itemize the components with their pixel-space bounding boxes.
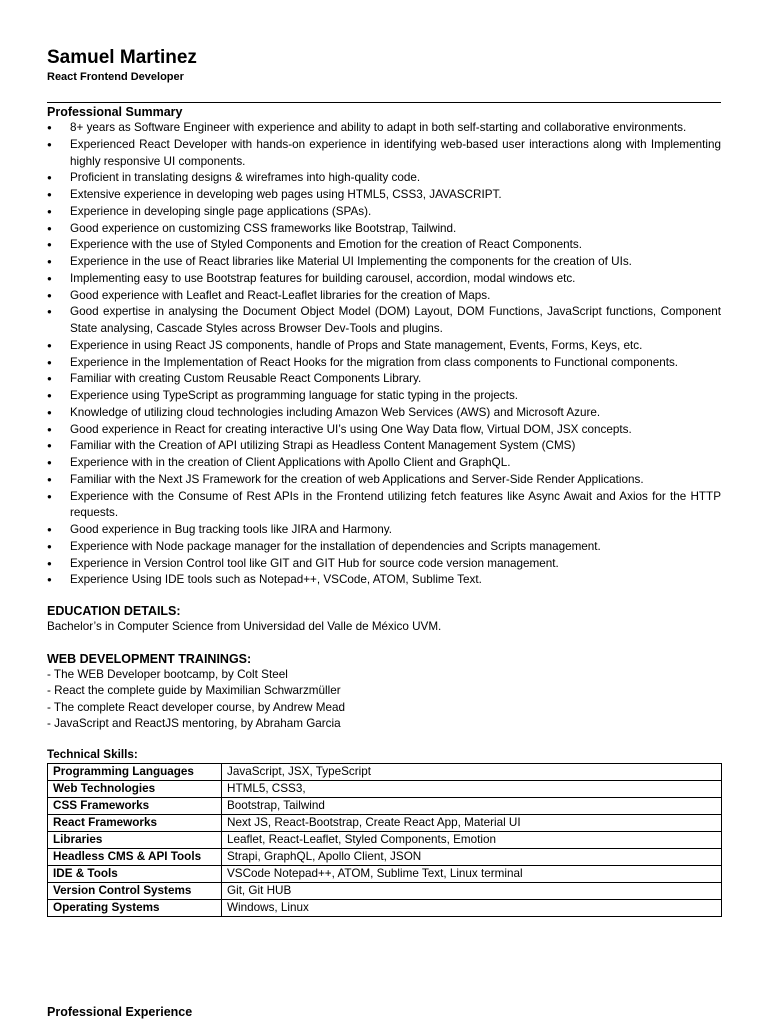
summary-item: ● Extensive experience in developing web pages using HTML5, CSS3, JAVASCRIPT. [47, 187, 721, 204]
skill-values: HTML5, CSS3, [222, 780, 722, 797]
summary-item: ● Experience in using React JS components, handle of Props and State management, Events, Forms, Keys, etc. [47, 338, 721, 355]
skill-values: Leaflet, React-Leaflet, Styled Components, Emotion [222, 831, 722, 848]
summary-item: ● Good experience on customizing CSS frameworks like Bootstrap, Tailwind. [47, 221, 721, 238]
summary-item: ● Familiar with creating Custom Reusable React Components Library. [47, 371, 721, 388]
skill-category: Headless CMS & API Tools [48, 848, 222, 865]
training-item: - JavaScript and ReactJS mentoring, by Abraham Garcia [47, 717, 341, 730]
skill-category: Programming Languages [48, 763, 222, 780]
training-item: - The WEB Developer bootcamp, by Colt Steel [47, 667, 288, 681]
skill-values: JavaScript, JSX, TypeScript [222, 763, 722, 780]
training-item: - The complete React developer course, by Andrew Mead [47, 700, 345, 714]
skill-category: Operating Systems [48, 899, 222, 916]
summary-list [47, 120, 721, 589]
skill-values: Bootstrap, Tailwind [222, 797, 722, 814]
summary-item: ● Experience with the Consume of Rest APIs in the Frontend utilizing fetch features like Async Await and Axios for the HTTP requests. [47, 489, 721, 523]
skill-category: IDE & Tools [48, 865, 222, 882]
skill-category: CSS Frameworks [48, 797, 222, 814]
resume-page [47, 46, 721, 917]
skill-values: VSCode Notepad++, ATOM, Sublime Text, Linux terminal [222, 865, 722, 882]
skill-values: Git, Git HUB [222, 882, 722, 899]
summary-item: ● Implementing easy to use Bootstrap features for building carousel, accordion, modal windows etc. [47, 271, 721, 288]
summary-item: ● Experience with in the creation of Client Applications with Apollo Client and GraphQL. [47, 455, 721, 472]
skills-heading: Technical Skills: [47, 747, 138, 761]
summary-item: ● Experience in the use of React libraries like Material UI Implementing the components for the creation of UIs. [47, 254, 721, 271]
table-row [48, 763, 722, 780]
trainings-list [47, 667, 721, 733]
summary-item: ● Experience with the use of Styled Components and Emotion for the creation of React Components. [47, 237, 721, 254]
summary-item: ● Proficient in translating designs & wireframes into high-quality code. [47, 170, 721, 187]
education-section [47, 603, 721, 636]
skill-values: Windows, Linux [222, 899, 722, 916]
skills-table [47, 763, 722, 917]
summary-item: ● Good expertise in analysing the Document Object Model (DOM) Layout, DOM Functions, JavaScript functions, Component State analysing, Cascade Styles across Browser Dev-Tools and plugins. [47, 304, 721, 338]
summary-item: ● 8+ years as Software Engineer with experience and ability to adapt in both self-starting and collaborative environments. [47, 120, 721, 137]
table-row [48, 899, 722, 916]
summary-item: ● Experience using TypeScript as programming language for static typing in the projects. [47, 388, 721, 405]
table-row [48, 882, 722, 899]
skill-values: Strapi, GraphQL, Apollo Client, JSON [222, 848, 722, 865]
summary-item: ● Good experience with Leaflet and React-Leaflet libraries for the creation of Maps. [47, 288, 721, 305]
summary-item: ● Good experience in Bug tracking tools like JIRA and Harmony. [47, 522, 721, 539]
summary-item: ● Experience Using IDE tools such as Notepad++, VSCode, ATOM, Sublime Text. [47, 572, 721, 589]
education-text: Bachelor’s in Computer Science from Universidad del Valle de México UVM. [47, 620, 442, 633]
trainings-heading: WEB DEVELOPMENT TRAININGS: [47, 651, 252, 666]
summary-item: ● Familiar with the Next JS Framework for the creation of web Applications and Server-Side Render Applications. [47, 472, 721, 489]
table-row [48, 848, 722, 865]
table-row [48, 814, 722, 831]
training-item: - React the complete guide by Maximilian Schwarzmüller [47, 684, 341, 697]
summary-item: ● Experience in Version Control tool like GIT and GIT Hub for source code version management. [47, 556, 721, 573]
trainings-section [47, 651, 721, 733]
candidate-role: React Frontend Developer [47, 71, 184, 83]
table-row [48, 865, 722, 882]
header-divider [47, 102, 721, 103]
summary-item: ● Good experience in React for creating interactive UI’s using One Way Data flow, Virtual DOM, JSX concepts. [47, 422, 721, 439]
summary-item: ● Experienced React Developer with hands-on experience in identifying web-based user interactions along with Implementing highly responsive UI components. [47, 137, 721, 171]
summary-heading: Professional Summary [47, 105, 183, 119]
experience-heading: Professional Experience [47, 1005, 193, 1019]
table-row [48, 780, 722, 797]
summary-item: ● Experience in the Implementation of React Hooks for the migration from class components to Functional components. [47, 355, 721, 372]
skill-category: React Frameworks [48, 814, 222, 831]
table-row [48, 831, 722, 848]
education-heading: EDUCATION DETAILS: [47, 604, 181, 618]
skill-category: Web Technologies [48, 780, 222, 797]
table-row [48, 797, 722, 814]
summary-item: ● Experience in developing single page applications (SPAs). [47, 204, 721, 221]
summary-item: ● Knowledge of utilizing cloud technologies including Amazon Web Services (AWS) and Microsoft Azure. [47, 405, 721, 422]
skill-category: Version Control Systems [48, 882, 222, 899]
skill-category: Libraries [48, 831, 222, 848]
skill-values: Next JS, React-Bootstrap, Create React App, Material UI [222, 814, 722, 831]
summary-item: ● Familiar with the Creation of API utilizing Strapi as Headless Content Management System (CMS) [47, 438, 721, 455]
candidate-name: Samuel Martinez [47, 47, 197, 68]
summary-item: ● Experience with Node package manager for the installation of dependencies and Scripts management. [47, 539, 721, 556]
